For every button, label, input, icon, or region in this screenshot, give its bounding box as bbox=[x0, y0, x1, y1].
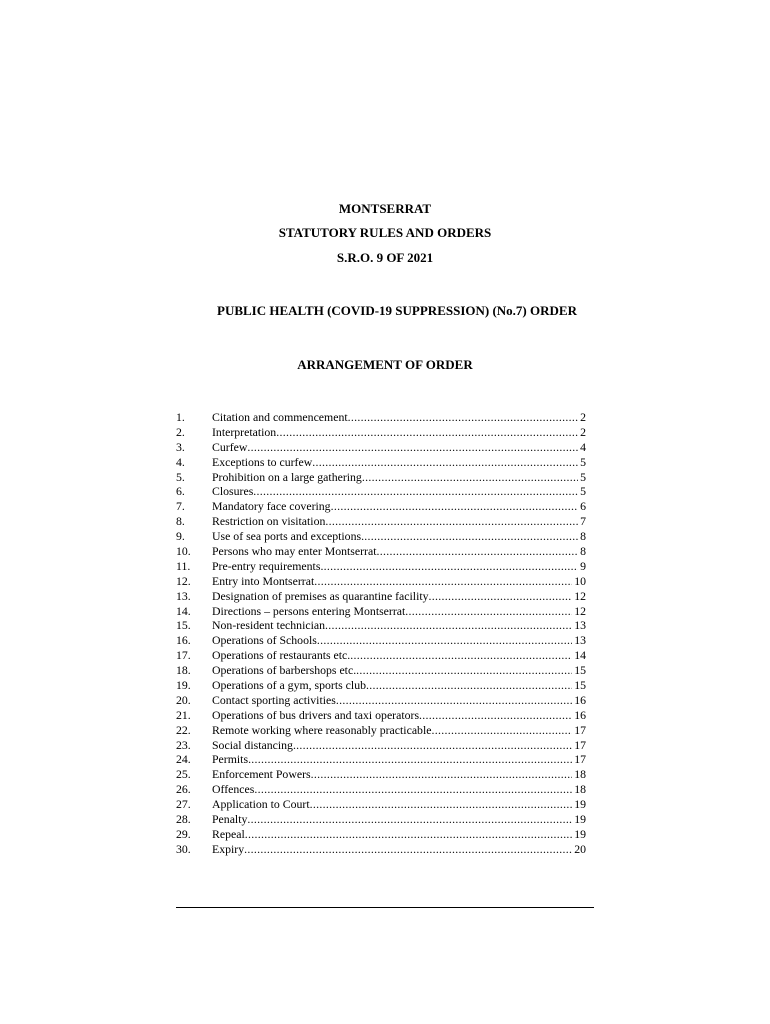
toc-entry-page: 4 bbox=[580, 439, 586, 454]
toc-entry[interactable] bbox=[176, 514, 586, 529]
toc-entry-page: 6 bbox=[580, 499, 586, 514]
toc-entry-body bbox=[212, 455, 586, 470]
toc-dot-leader bbox=[348, 410, 578, 425]
toc-entry-title: Exceptions to curfew bbox=[212, 454, 313, 469]
toc-entry-title: Curfew bbox=[212, 439, 248, 454]
toc-entry-page: 15 bbox=[574, 678, 586, 693]
toc-entry[interactable] bbox=[176, 574, 586, 589]
toc-entry[interactable] bbox=[176, 499, 586, 514]
toc-entry-title: Restriction on visitation bbox=[212, 514, 326, 529]
toc-entry-page: 16 bbox=[574, 692, 586, 707]
toc-entry[interactable] bbox=[176, 827, 586, 842]
toc-entry[interactable] bbox=[176, 440, 586, 455]
toc-entry-body bbox=[212, 604, 586, 619]
toc-entry[interactable] bbox=[176, 812, 586, 827]
toc-dot-leader bbox=[325, 514, 578, 529]
toc-dot-leader bbox=[366, 678, 572, 693]
toc-entry[interactable] bbox=[176, 589, 586, 604]
order-title: PUBLIC HEALTH (COVID-19 SUPPRESSION) (No.7) ORDER bbox=[217, 303, 577, 318]
toc-entry-number: 6. bbox=[176, 484, 185, 499]
toc-dot-leader bbox=[356, 663, 572, 678]
toc-entry[interactable] bbox=[176, 544, 586, 559]
toc-entry-title: Non-resident technician bbox=[212, 618, 326, 633]
toc-entry-body bbox=[212, 574, 586, 589]
toc-dot-leader bbox=[362, 470, 578, 485]
toc-entry-number: 26. bbox=[176, 782, 191, 797]
toc-entry-page: 17 bbox=[574, 737, 586, 752]
toc-dot-leader bbox=[419, 708, 572, 723]
toc-entry-title: Operations of barbershops etc. bbox=[212, 663, 357, 678]
toc-entry-title: Application to Court bbox=[212, 797, 310, 812]
toc-entry-number: 7. bbox=[176, 499, 185, 514]
toc-entry-number: 20. bbox=[176, 692, 191, 707]
toc-entry-number: 19. bbox=[176, 678, 191, 693]
toc-dot-leader bbox=[293, 738, 572, 753]
toc-entry-page: 12 bbox=[574, 588, 586, 603]
toc-entry-title: Pre-entry requirements bbox=[212, 558, 321, 573]
table-of-contents bbox=[176, 410, 586, 857]
toc-entry-page: 9 bbox=[580, 558, 586, 573]
toc-entry-page: 19 bbox=[574, 826, 586, 841]
toc-entry[interactable] bbox=[176, 470, 586, 485]
toc-dot-leader bbox=[431, 723, 572, 738]
toc-entry-title: Penalty bbox=[212, 812, 248, 827]
toc-dot-leader bbox=[247, 440, 578, 455]
toc-entry-title: Prohibition on a large gathering bbox=[212, 469, 362, 484]
toc-entry-page: 2 bbox=[580, 424, 586, 439]
toc-entry-body bbox=[212, 723, 586, 738]
toc-entry-body bbox=[212, 559, 586, 574]
toc-entry-page: 19 bbox=[574, 797, 586, 812]
toc-entry-number: 9. bbox=[176, 529, 185, 544]
toc-entry-number: 22. bbox=[176, 722, 191, 737]
toc-entry-body bbox=[212, 618, 586, 633]
toc-entry-body bbox=[212, 425, 586, 440]
toc-entry-page: 18 bbox=[574, 767, 586, 782]
toc-entry-body bbox=[212, 410, 586, 425]
toc-entry-body bbox=[212, 499, 586, 514]
toc-entry[interactable] bbox=[176, 559, 586, 574]
toc-entry-number: 10. bbox=[176, 544, 191, 559]
toc-entry[interactable] bbox=[176, 633, 586, 648]
toc-entry[interactable] bbox=[176, 708, 586, 723]
toc-entry-page: 19 bbox=[574, 812, 586, 827]
toc-dot-leader bbox=[276, 425, 578, 440]
toc-dot-leader bbox=[350, 648, 572, 663]
toc-dot-leader bbox=[253, 484, 578, 499]
toc-entry[interactable] bbox=[176, 648, 586, 663]
toc-entry-body bbox=[212, 797, 586, 812]
toc-entry-number: 21. bbox=[176, 707, 191, 722]
arrangement-heading: ARRANGEMENT OF ORDER bbox=[297, 357, 473, 372]
toc-entry-number: 2. bbox=[176, 424, 185, 439]
toc-entry-number: 1. bbox=[176, 410, 185, 424]
toc-entry[interactable] bbox=[176, 529, 586, 544]
toc-entry-title: Contact sporting activities bbox=[212, 692, 336, 707]
toc-entry-body bbox=[212, 812, 586, 827]
toc-dot-leader bbox=[311, 767, 573, 782]
toc-entry-page: 13 bbox=[574, 633, 586, 648]
toc-entry-page: 7 bbox=[580, 514, 586, 529]
toc-entry-body bbox=[212, 752, 586, 767]
toc-entry-page: 14 bbox=[574, 648, 586, 663]
toc-entry[interactable] bbox=[176, 693, 586, 708]
toc-entry-title: Operations of restaurants etc. bbox=[212, 648, 351, 663]
toc-entry-page: 16 bbox=[574, 707, 586, 722]
toc-entry-page: 2 bbox=[580, 410, 586, 424]
toc-entry-number: 29. bbox=[176, 826, 191, 841]
toc-entry-number: 17. bbox=[176, 648, 191, 663]
toc-entry-number: 13. bbox=[176, 588, 191, 603]
toc-entry-page: 18 bbox=[574, 782, 586, 797]
toc-entry-page: 13 bbox=[574, 618, 586, 633]
toc-entry[interactable] bbox=[176, 738, 586, 753]
toc-entry-number: 15. bbox=[176, 618, 191, 633]
order-number-heading: S.R.O. 9 OF 2021 bbox=[336, 250, 434, 265]
toc-entry-number: 16. bbox=[176, 633, 191, 648]
toc-entry-body bbox=[212, 484, 586, 499]
toc-entry-body bbox=[212, 767, 586, 782]
toc-entry-title: Designation of premises as quarantine facility bbox=[212, 588, 429, 603]
toc-entry[interactable] bbox=[176, 604, 586, 619]
toc-entry-title: Persons who may enter Montserrat bbox=[212, 544, 377, 559]
toc-dot-leader bbox=[331, 499, 579, 514]
toc-entry-number: 30. bbox=[176, 841, 191, 856]
toc-entry[interactable] bbox=[176, 618, 586, 633]
toc-dot-leader bbox=[254, 782, 572, 797]
toc-entry-title: Remote working where reasonably practicable bbox=[212, 722, 432, 737]
country-heading: MONTSERRAT bbox=[338, 201, 432, 216]
toc-entry-title: Permits bbox=[212, 752, 249, 767]
toc-dot-leader bbox=[376, 544, 578, 559]
toc-entry-page: 20 bbox=[574, 841, 586, 856]
toc-entry-body bbox=[212, 738, 586, 753]
toc-entry-page: 15 bbox=[574, 663, 586, 678]
toc-entry-title: Social distancing bbox=[212, 737, 293, 752]
toc-entry[interactable] bbox=[176, 484, 586, 499]
toc-entry-body bbox=[212, 827, 586, 842]
toc-dot-leader bbox=[405, 604, 572, 619]
toc-entry-body bbox=[212, 633, 586, 648]
toc-entry-body bbox=[212, 544, 586, 559]
toc-entry-title: Directions – persons entering Montserrat bbox=[212, 603, 406, 618]
toc-entry-body bbox=[212, 663, 586, 678]
toc-entry-page: 17 bbox=[574, 752, 586, 767]
toc-entry[interactable] bbox=[176, 410, 586, 425]
footer-divider bbox=[176, 907, 594, 908]
toc-entry-title: Entry into Montserrat bbox=[212, 573, 315, 588]
toc-entry[interactable] bbox=[176, 425, 586, 440]
toc-entry-title: Enforcement Powers bbox=[212, 767, 311, 782]
toc-entry-number: 11. bbox=[176, 558, 191, 573]
toc-entry[interactable] bbox=[176, 663, 586, 678]
toc-dot-leader bbox=[317, 633, 572, 648]
toc-entry-number: 18. bbox=[176, 663, 191, 678]
toc-entry-number: 8. bbox=[176, 514, 185, 529]
toc-entry-number: 12. bbox=[176, 573, 191, 588]
toc-entry[interactable] bbox=[176, 782, 586, 797]
toc-dot-leader bbox=[248, 752, 572, 767]
toc-entry[interactable] bbox=[176, 752, 586, 767]
toc-entry-body bbox=[212, 708, 586, 723]
toc-entry-title: Mandatory face covering bbox=[212, 499, 331, 514]
toc-dot-leader bbox=[320, 559, 578, 574]
toc-entry[interactable] bbox=[176, 767, 586, 782]
toc-entry-page: 8 bbox=[580, 544, 586, 559]
toc-entry-number: 23. bbox=[176, 737, 191, 752]
toc-entry-page: 5 bbox=[580, 454, 586, 469]
toc-dot-leader bbox=[245, 827, 572, 842]
toc-entry-page: 5 bbox=[580, 484, 586, 499]
toc-entry-body bbox=[212, 514, 586, 529]
toc-entry-page: 10 bbox=[574, 573, 586, 588]
toc-entry[interactable] bbox=[176, 842, 586, 857]
toc-entry-title: Closures bbox=[212, 484, 254, 499]
toc-entry-body bbox=[212, 782, 586, 797]
toc-dot-leader bbox=[336, 693, 572, 708]
toc-dot-leader bbox=[361, 529, 578, 544]
toc-dot-leader bbox=[314, 574, 572, 589]
toc-entry-page: 12 bbox=[574, 603, 586, 618]
toc-entry-title: Expiry bbox=[212, 841, 245, 856]
toc-entry-title: Operations of bus drivers and taxi operators bbox=[212, 707, 420, 722]
toc-entry-number: 28. bbox=[176, 812, 191, 827]
toc-entry-number: 24. bbox=[176, 752, 191, 767]
toc-entry-title: Offences bbox=[212, 782, 255, 797]
toc-dot-leader bbox=[325, 618, 572, 633]
toc-entry-body bbox=[212, 440, 586, 455]
series-heading: STATUTORY RULES AND ORDERS bbox=[278, 225, 492, 240]
toc-entry[interactable] bbox=[176, 678, 586, 693]
toc-entry-title: Interpretation bbox=[212, 424, 277, 439]
toc-entry-number: 4. bbox=[176, 454, 185, 469]
toc-entry-number: 14. bbox=[176, 603, 191, 618]
toc-entry[interactable] bbox=[176, 797, 586, 812]
toc-entry-body bbox=[212, 693, 586, 708]
toc-entry-body bbox=[212, 842, 586, 857]
toc-dot-leader bbox=[244, 842, 572, 857]
toc-entry-body bbox=[212, 678, 586, 693]
toc-entry-page: 8 bbox=[580, 529, 586, 544]
toc-entry-page: 17 bbox=[574, 722, 586, 737]
toc-entry-body bbox=[212, 648, 586, 663]
toc-entry-page: 5 bbox=[580, 469, 586, 484]
toc-entry-body bbox=[212, 529, 586, 544]
toc-dot-leader bbox=[247, 812, 572, 827]
toc-entry-title: Use of sea ports and exceptions bbox=[212, 529, 362, 544]
toc-entry-title: Citation and commencement bbox=[212, 410, 348, 424]
toc-entry-title: Operations of a gym, sports club bbox=[212, 678, 366, 693]
toc-entry[interactable] bbox=[176, 455, 586, 470]
toc-entry-number: 25. bbox=[176, 767, 191, 782]
toc-entry-number: 5. bbox=[176, 469, 185, 484]
toc-dot-leader bbox=[429, 589, 573, 604]
toc-entry-number: 27. bbox=[176, 797, 191, 812]
toc-entry-title: Operations of Schools bbox=[212, 633, 317, 648]
toc-entry-number: 3. bbox=[176, 439, 185, 454]
toc-dot-leader bbox=[312, 455, 578, 470]
toc-dot-leader bbox=[310, 797, 573, 812]
toc-entry-title: Repeal bbox=[212, 826, 245, 841]
toc-entry[interactable] bbox=[176, 723, 586, 738]
toc-entry-body bbox=[212, 470, 586, 485]
toc-entry-body bbox=[212, 589, 586, 604]
